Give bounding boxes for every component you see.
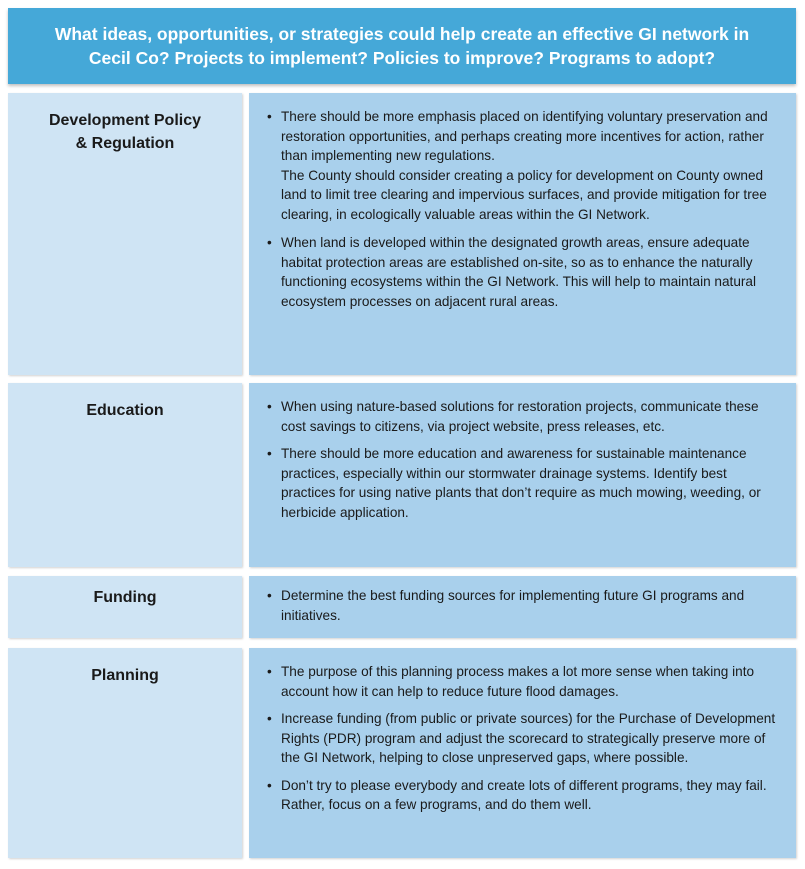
- header-title: [55, 22, 749, 70]
- section-content: [249, 93, 796, 375]
- bullet-item: [267, 397, 784, 436]
- bullet-text: • When land is developed within the designated growth areas, ensure adequate habitat protection areas are established on-site, so as to enhance the naturally functioning ecosystems within the GI Network. This will help to maintain natural ecosystem processes on adjacent rural areas.: [281, 235, 756, 309]
- bullet-text: • Don’t try to please everybody and create lots of different programs, they may fail. Rather, focus on a few programs, and do them well.: [281, 777, 767, 812]
- section-content: [249, 383, 796, 567]
- section-education: [8, 383, 796, 567]
- bullet-text: • The purpose of this planning process makes a lot more sense when taking into account how it can help to reduce future flood damages.: [281, 664, 755, 699]
- header-title-line-1: What ideas, opportunities, or strategies could help create an effective GI network in: [54, 24, 750, 44]
- bullet-text: • There should be more education and awareness for sustainable maintenance practices, especially within our stormwater drainage systems. Identify best practices for using native plants that don’t require as much mowing, weeding, or herbicide application.: [281, 446, 761, 520]
- bullet-item: [267, 662, 784, 701]
- section-label-line-1: Funding: [93, 589, 157, 606]
- section-label-line-1: Development Policy: [48, 112, 202, 129]
- bullet-text: • There should be more emphasis placed on identifying voluntary preservation and restoration opportunities, and perhaps creating more incentives for action, rather than implementing new regulations.: [281, 109, 768, 163]
- section-label-line-1: Planning: [91, 667, 159, 684]
- section-development-policy: [8, 93, 796, 375]
- section-label: [8, 93, 242, 375]
- bullet-text: • Determine the best funding sources for implementing future GI programs and initiatives.: [281, 588, 745, 623]
- bullet-item: [267, 709, 784, 768]
- bullet-item: [267, 776, 784, 815]
- section-label-line-2: & Regulation: [75, 135, 175, 152]
- section-funding: [8, 576, 796, 638]
- section-label: [8, 383, 242, 567]
- section-content: [249, 576, 796, 638]
- section-content: [249, 648, 796, 858]
- section-label-line-1: Education: [86, 402, 164, 419]
- section-label: [8, 648, 242, 858]
- bullet-text-continued: The County should consider creating a policy for development on County owned land to limit tree clearing and impervious surfaces, and provide mitigation for tree clearing, in ecologically valuable areas within the GI Network.: [281, 167, 767, 222]
- bullet-item: [267, 586, 784, 625]
- bullet-text: • Increase funding (from public or private sources) for the Purchase of Development Rights (PDR) program and adjust the scorecard to strategically preserve more of the GI Network, helping to close unpreserved gaps, where possible.: [281, 711, 776, 765]
- section-label: [8, 576, 242, 638]
- bullet-item: [267, 107, 784, 224]
- bullet-item: [267, 444, 784, 522]
- section-planning: [8, 648, 796, 858]
- page-header: [8, 8, 796, 84]
- bullet-text: • When using nature-based solutions for restoration projects, communicate these cost savings to citizens, via project website, press releases, etc.: [281, 399, 759, 434]
- header-title-line-2: Cecil Co? Projects to implement? Policies to improve? Programs to adopt?: [88, 48, 716, 68]
- bullet-item: [267, 233, 784, 311]
